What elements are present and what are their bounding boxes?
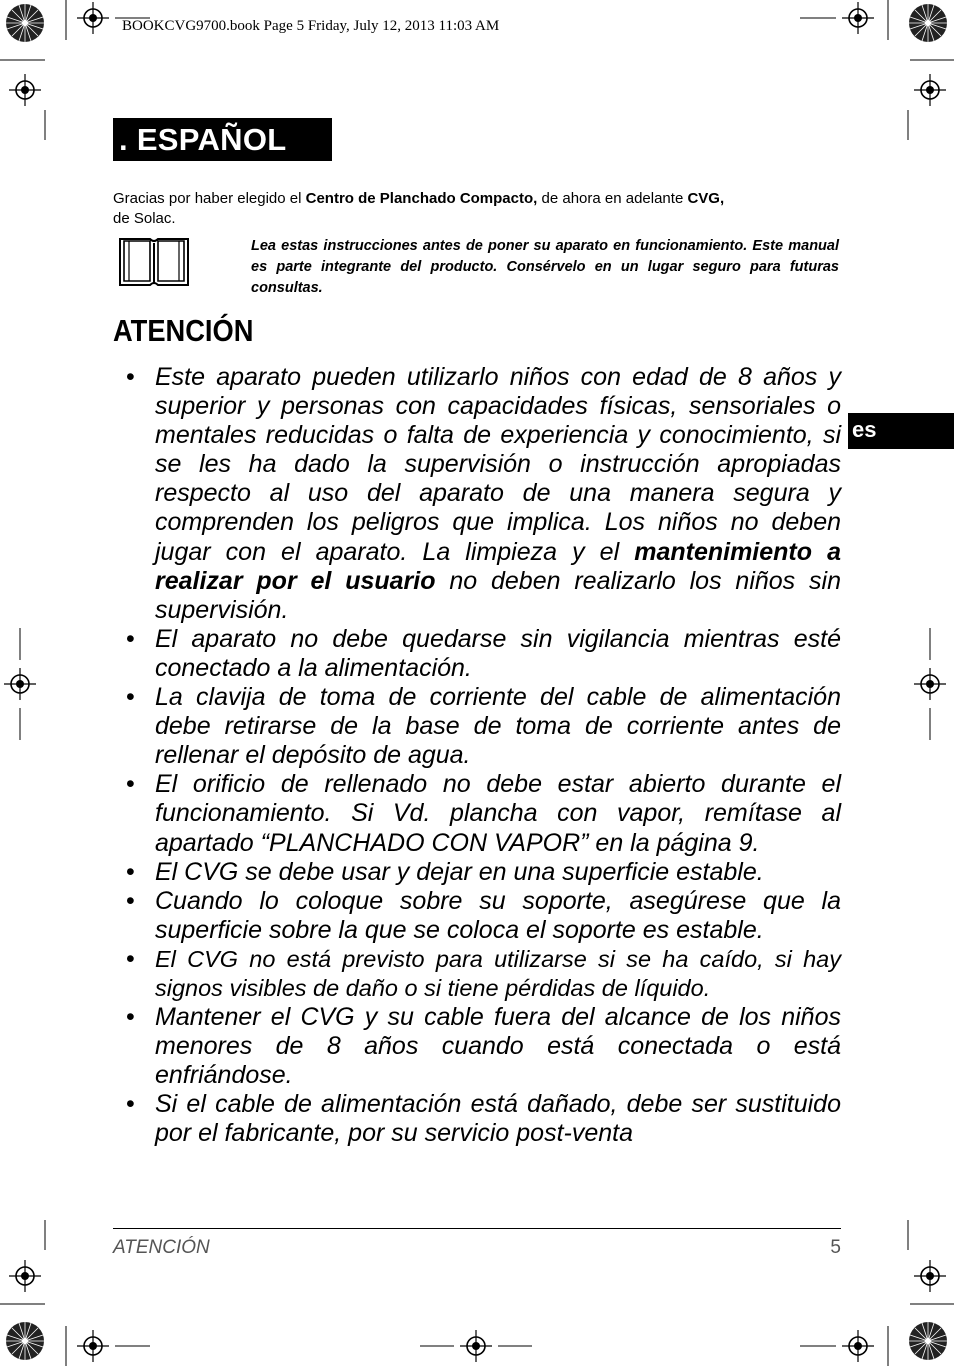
list-item xyxy=(113,683,841,770)
footer-section-name: ATENCIÓN xyxy=(113,1237,210,1258)
intro-paragraph xyxy=(113,189,843,229)
warning-text: El orificio de rellenado no debe estar abierto durante el funcionamiento. Si Vd. plancha con vapor, remítase al apartado “PLANCHADO CON VAPOR” en la página 9. xyxy=(155,770,841,857)
warning-text: Este aparato pueden utilizarlo niños con edad de 8 años y superior y personas con capacidades físicas, sensoriales o mentales reducidas o falta de experiencia y conocimiento, si se les ha dado la supervisión o instrucción apropiadas respecto al uso del aparato de una manera segura y comprenden los peligros que implica. Los niños no deben jugar con el aparato. La limpieza y el xyxy=(155,363,841,566)
bullet: • xyxy=(126,770,135,799)
bullet: • xyxy=(126,1003,135,1032)
language-side-tab: es xyxy=(848,413,954,449)
intro-text: Gracias por haber elegido el xyxy=(113,190,306,207)
warning-text: Si el cable de alimentación está dañado, debe ser sustituido por el fabricante, por su servicio post-venta xyxy=(155,1090,841,1148)
bullet: • xyxy=(126,683,135,712)
warnings-list xyxy=(113,363,841,1149)
warning-text: El CVG se debe usar y dejar en una superficie estable. xyxy=(155,857,764,886)
color-bar-icon xyxy=(6,1322,44,1360)
bullet: • xyxy=(126,363,135,391)
registration-mark-icon xyxy=(77,2,109,34)
list-item xyxy=(113,770,841,857)
list-item xyxy=(113,887,841,945)
book-info-header: BOOKCVG9700.book Page 5 Friday, July 12, 2013 11:03 AM xyxy=(122,18,500,34)
book-icon xyxy=(117,235,191,289)
bullet: • xyxy=(126,1090,135,1119)
registration-mark-icon xyxy=(914,668,946,700)
bullet: • xyxy=(126,624,135,653)
warning-text: El aparato no debe quedarse sin vigilancia mientras esté conectado a la alimentación. xyxy=(155,624,841,682)
footer-divider xyxy=(113,1228,841,1229)
list-item xyxy=(113,1003,841,1090)
warning-text: Cuando lo coloque sobre su soporte, asegúrese que la superficie sobre la que se coloca el soporte es estable. xyxy=(155,886,841,944)
read-instructions-notice: Lea estas instrucciones antes de poner su aparato en funcionamiento. Este manual es parte integrante del producto. Consérvelo en un lugar seguro para futuras consultas. xyxy=(251,238,839,296)
warning-text: no deben realizarlo los niños sin supervisión. xyxy=(155,566,841,624)
registration-mark-icon xyxy=(4,668,36,700)
registration-mark-icon xyxy=(842,1330,874,1362)
list-item xyxy=(113,363,841,625)
registration-mark-icon xyxy=(842,2,874,34)
intro-text: de ahora en adelante xyxy=(537,190,688,207)
warning-text: El CVG no está previsto para utilizarse si se ha caído, si hay signos visibles de daño o si tiene pérdidas de líquido. xyxy=(155,945,841,1001)
list-item xyxy=(113,1090,841,1148)
color-bar-icon xyxy=(909,1322,947,1360)
page-number: 5 xyxy=(830,1237,841,1258)
warning-text: La clavija de toma de corriente del cable de alimentación debe retirarse de la base de toma de corriente antes de rellenar el depósito de agua. xyxy=(155,683,841,770)
intro-text: de Solac. xyxy=(113,210,176,227)
intro-product-name: Centro de Planchado Compacto, xyxy=(305,190,538,207)
registration-mark-icon xyxy=(914,74,946,106)
registration-mark-icon xyxy=(460,1330,492,1362)
intro-abbreviation: CVG, xyxy=(687,190,725,207)
warning-emphasis: mantenimiento a realizar por el usuario xyxy=(155,537,841,595)
registration-mark-icon xyxy=(9,1260,41,1292)
bullet: • xyxy=(126,857,135,886)
list-item xyxy=(113,625,841,683)
list-item xyxy=(113,858,841,887)
section-title: ATENCIÓN xyxy=(113,313,254,348)
language-banner: . ESPAÑOL xyxy=(113,118,332,161)
warning-text: Mantener el CVG y su cable fuera del alcance de los niños menores de 8 años cuando está conectada o está enfriándose. xyxy=(155,1003,841,1090)
bullet: • xyxy=(126,886,135,915)
list-item xyxy=(113,945,841,1003)
registration-mark-icon xyxy=(9,74,41,106)
bullet: • xyxy=(126,944,135,973)
registration-mark-icon xyxy=(77,1330,109,1362)
registration-mark-icon xyxy=(914,1260,946,1292)
color-bar-icon xyxy=(909,4,947,42)
color-bar-icon xyxy=(6,4,44,42)
